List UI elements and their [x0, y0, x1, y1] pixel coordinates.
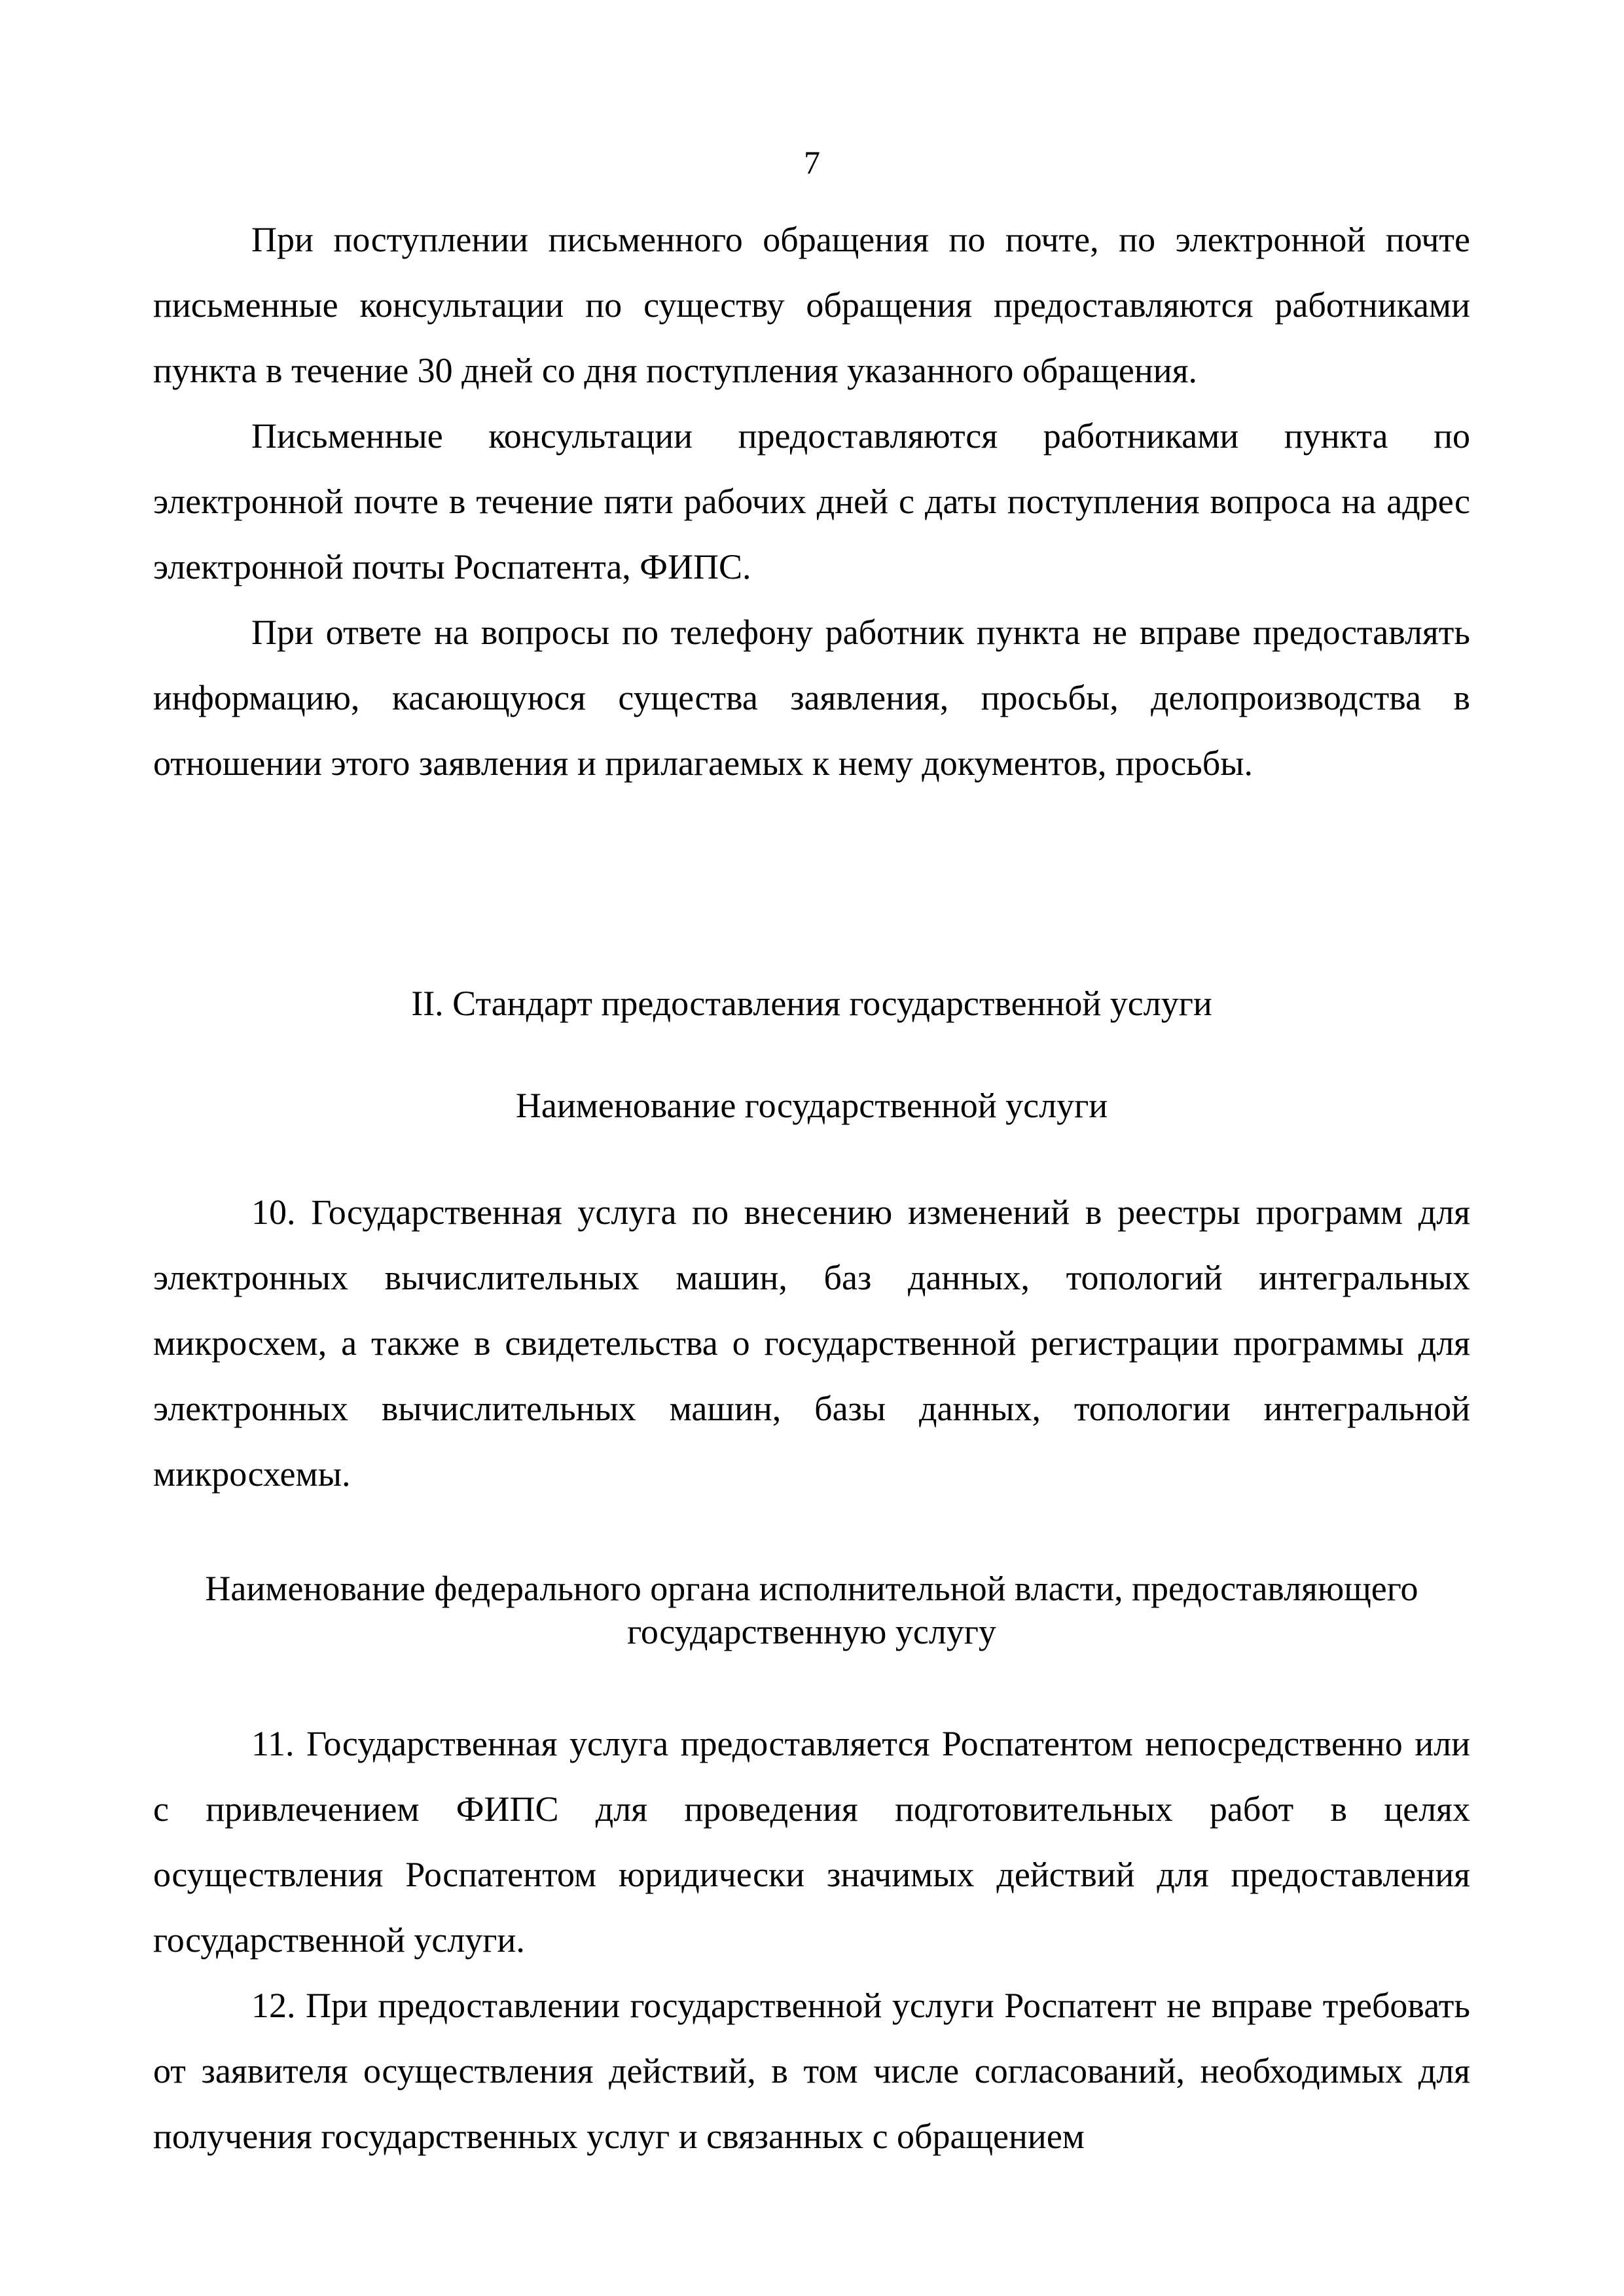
- authority-heading-line-2: государственную услугу: [627, 1612, 996, 1651]
- paragraph-written-consultation-mail: При поступлении письменного обращения по почте, по электронной почте письменные консультации по существу обращения предоставляются работниками пункта в течение 30 дней со дня поступления указанного обращения.: [153, 220, 1470, 390]
- intro-paragraphs: [153, 207, 1470, 796]
- service-name-block: [153, 1179, 1470, 1507]
- paragraph-phone-restriction: При ответе на вопросы по телефону работник пункта не вправе предоставлять информацию, касающуюся существа заявления, просьбы, делопроизводства в отношении этого заявления и прилагаемых к нему документов, просьбы.: [153, 613, 1470, 783]
- page-number: 7: [804, 144, 820, 181]
- service-name-heading: Наименование государственной услуги: [515, 1086, 1108, 1125]
- authority-heading-line-1: Наименование федерального органа исполнительной власти, предоставляющего: [205, 1569, 1418, 1608]
- paragraph-10: 10. Государственная услуга по внесению изменений в реестры программ для электронных вычислительных машин, баз данных, топологий интегральных микросхем, а также в свидетельства о государственной регистрации программы для электронных вычислительных машин, базы данных, топологии интегральной микросхемы.: [153, 1193, 1470, 1494]
- paragraph-12: 12. При предоставлении государственной услуги Роспатент не вправе требовать от заявителя осуществления действий, в том числе согласований, необходимых для получения государственных услуг и связанных с обращением: [153, 1986, 1470, 2156]
- paragraph-written-consultation-email: Письменные консультации предоставляются работниками пункта по электронной почте в течение пяти рабочих дней с даты поступления вопроса на адрес электронной почты Роспатента, ФИПС.: [153, 416, 1470, 586]
- section-title: II. Стандарт предоставления государственной услуги: [411, 984, 1212, 1023]
- authority-block: [153, 1711, 1470, 2169]
- paragraph-11: 11. Государственная услуга предоставляется Роспатентом непосредственно или с привлечением ФИПС для проведения подготовительных работ в целях осуществления Роспатентом юридически значимых действий для предоставления государственной услуги.: [153, 1724, 1470, 1960]
